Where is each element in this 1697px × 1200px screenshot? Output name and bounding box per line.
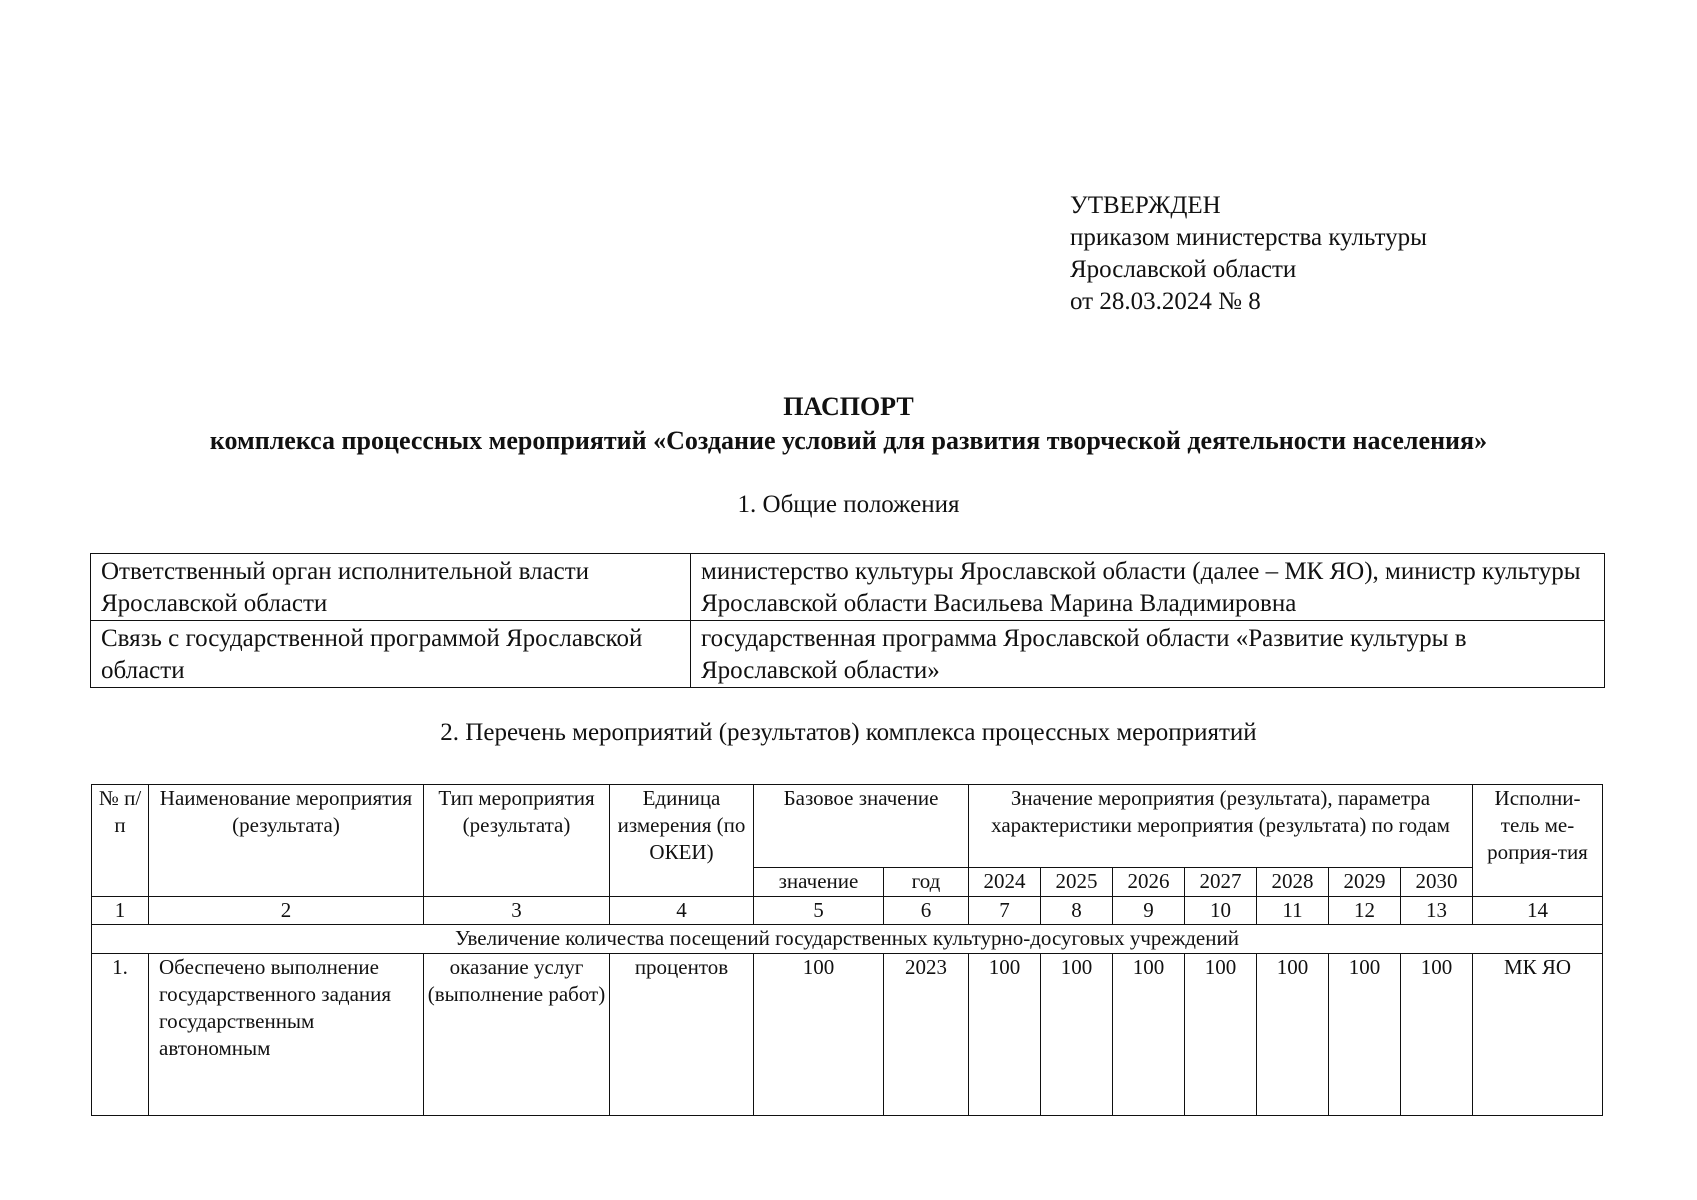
header-base-value: значение bbox=[754, 868, 884, 897]
header-values: Значение мероприятия (результата), параметра характеристики мероприятия (результата) по годам bbox=[969, 785, 1473, 868]
column-number: 9 bbox=[1113, 897, 1185, 925]
cell-value-2027: 100 bbox=[1185, 954, 1257, 1116]
cell-base-value: 100 bbox=[754, 954, 884, 1116]
column-number: 2 bbox=[149, 897, 424, 925]
row-value: министерство культуры Ярославской области (далее – МК ЯО), министр культуры Ярославской области Васильева Марина Владимировна bbox=[691, 554, 1605, 621]
header-base: Базовое значение bbox=[754, 785, 969, 868]
header-num: № п/п bbox=[92, 785, 149, 897]
general-provisions-table bbox=[90, 553, 1605, 688]
table-row bbox=[92, 954, 1603, 1116]
cell-value-2025: 100 bbox=[1041, 954, 1113, 1116]
cell-name: Обеспечено выполнение государственного задания государственным автономным bbox=[149, 954, 424, 1116]
column-number: 6 bbox=[884, 897, 969, 925]
section-2-heading: 2. Перечень мероприятий (результатов) комплекса процессных мероприятий bbox=[440, 719, 1257, 746]
cell-unit: процентов bbox=[610, 954, 754, 1116]
cell-value-2028: 100 bbox=[1257, 954, 1329, 1116]
column-number: 3 bbox=[424, 897, 610, 925]
year-2026: 2026 bbox=[1113, 868, 1185, 897]
approval-line-4: от 28.03.2024 № 8 bbox=[1070, 288, 1261, 315]
row-label: Связь с государственной программой Ярославской области bbox=[91, 621, 691, 688]
cell-base-year: 2023 bbox=[884, 954, 969, 1116]
header-type: Тип мероприятия (результата) bbox=[424, 785, 610, 897]
column-number: 12 bbox=[1329, 897, 1401, 925]
approval-line-3: Ярославской области bbox=[1070, 256, 1297, 283]
group-title: Увеличение количества посещений государственных культурно-досуговых учреждений bbox=[92, 925, 1603, 954]
column-number: 8 bbox=[1041, 897, 1113, 925]
cell-executor: МК ЯО bbox=[1473, 954, 1603, 1116]
column-number: 5 bbox=[754, 897, 884, 925]
header-row bbox=[92, 785, 1603, 868]
row-value: государственная программа Ярославской области «Развитие культуры в Ярославской области» bbox=[691, 621, 1605, 688]
row-label: Ответственный орган исполнительной власти Ярославской области bbox=[91, 554, 691, 621]
column-numbers-row bbox=[92, 897, 1603, 925]
table-row bbox=[91, 621, 1605, 688]
approval-stamp bbox=[1070, 190, 1427, 318]
column-number: 1 bbox=[92, 897, 149, 925]
year-2027: 2027 bbox=[1185, 868, 1257, 897]
cell-value-2030: 100 bbox=[1401, 954, 1473, 1116]
cell-value-2029: 100 bbox=[1329, 954, 1401, 1116]
header-name: Наименование мероприятия (результата) bbox=[149, 785, 424, 897]
year-2024: 2024 bbox=[969, 868, 1041, 897]
document-subtitle: комплекса процессных мероприятий «Создание условий для развития творческой деятельности населения» bbox=[209, 426, 1488, 455]
table-row bbox=[91, 554, 1605, 621]
header-unit: Единица измерения (по ОКЕИ) bbox=[610, 785, 754, 897]
year-2029: 2029 bbox=[1329, 868, 1401, 897]
approval-line-2: приказом министерства культуры bbox=[1070, 224, 1427, 251]
column-number: 14 bbox=[1473, 897, 1603, 925]
cell-type: оказание услуг (выполнение работ) bbox=[424, 954, 610, 1116]
header-base-year: год bbox=[884, 868, 969, 897]
column-number: 11 bbox=[1257, 897, 1329, 925]
activities-table bbox=[91, 784, 1603, 1116]
column-number: 13 bbox=[1401, 897, 1473, 925]
approval-line-1: УТВЕРЖДЕН bbox=[1070, 192, 1221, 219]
document-title: ПАСПОРТ bbox=[783, 392, 914, 421]
section-1-heading: 1. Общие положения bbox=[737, 491, 960, 518]
cell-value-2024: 100 bbox=[969, 954, 1041, 1116]
year-2028: 2028 bbox=[1257, 868, 1329, 897]
column-number: 10 bbox=[1185, 897, 1257, 925]
group-title-row bbox=[92, 925, 1603, 954]
year-2030: 2030 bbox=[1401, 868, 1473, 897]
column-number: 4 bbox=[610, 897, 754, 925]
cell-value-2026: 100 bbox=[1113, 954, 1185, 1116]
header-executor: Исполни-тель ме-роприя-тия bbox=[1473, 785, 1603, 897]
cell-num: 1. bbox=[92, 954, 149, 1116]
year-2025: 2025 bbox=[1041, 868, 1113, 897]
column-number: 7 bbox=[969, 897, 1041, 925]
